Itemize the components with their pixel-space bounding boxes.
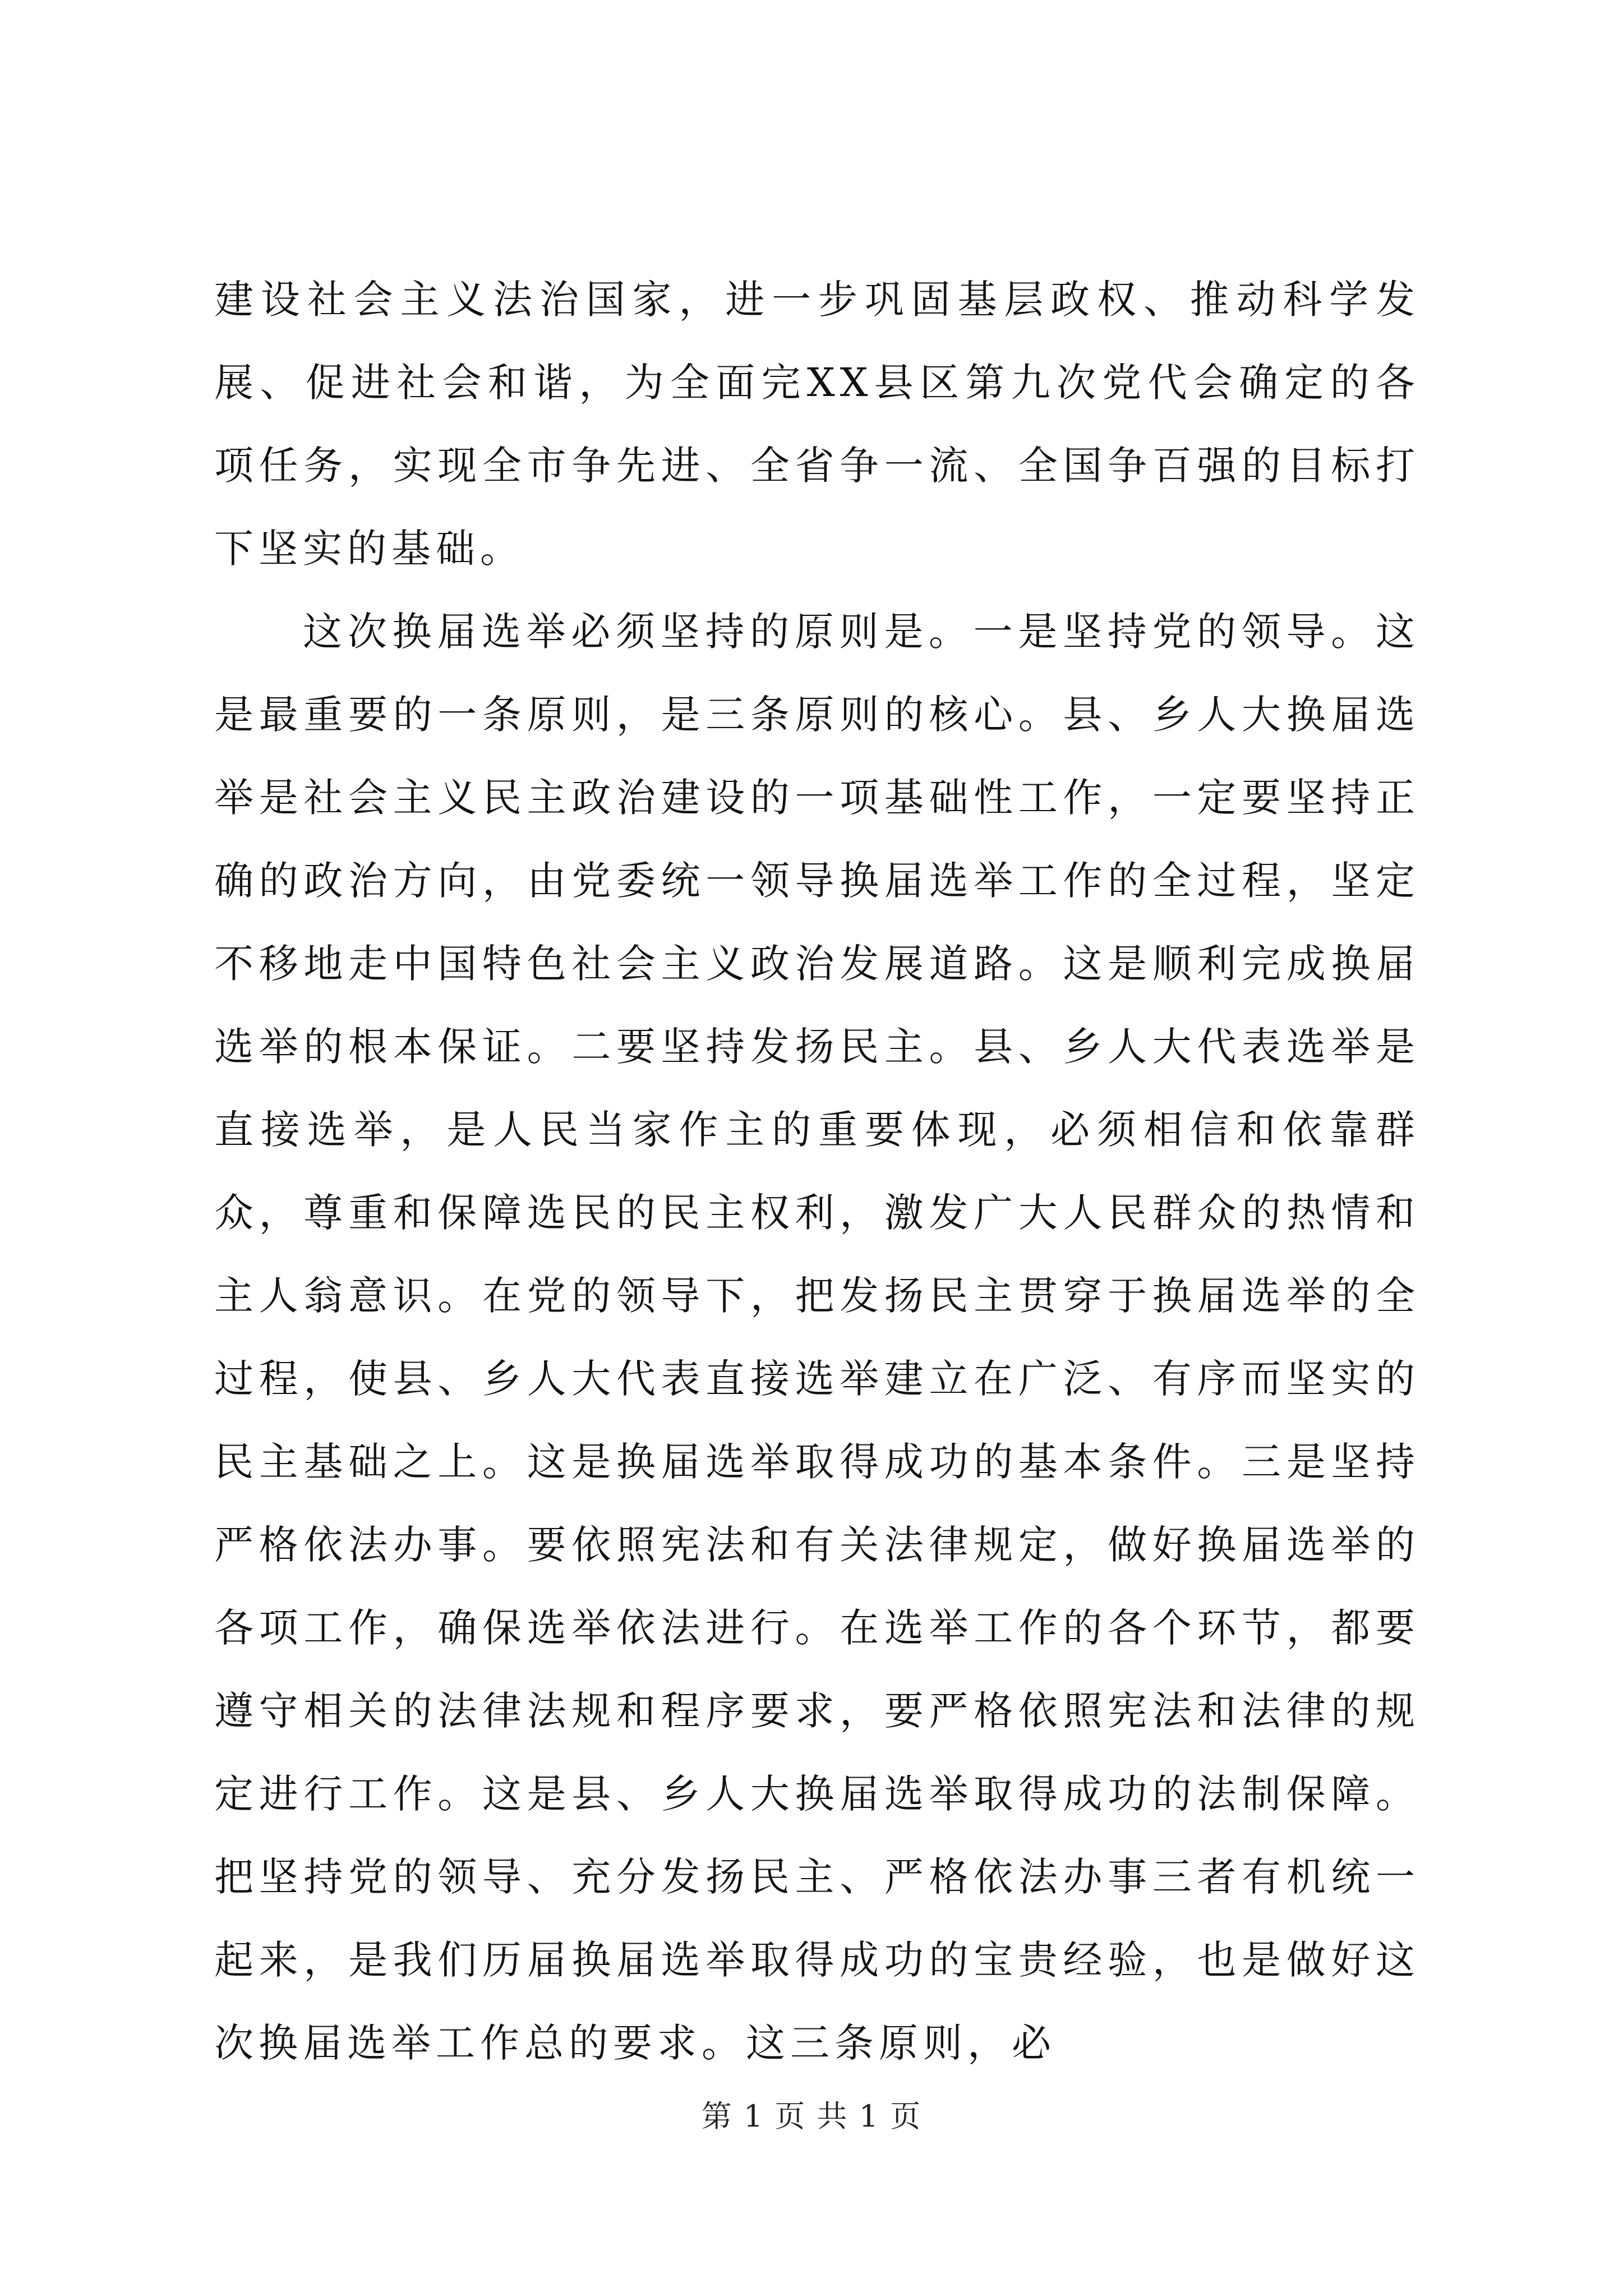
page-footer: 第 1 页 共 1 页 xyxy=(701,2099,922,2134)
document-body xyxy=(214,258,1420,2085)
paragraph-1: 建设社会主义法治国家，进一步巩固基层政权、推动科学发展、促进社会和谐，为全面完XX县区第九次党代会确定的各项任务，实现全市争先进、全省争一流、全国争百强的目标打下坚实的基础。 xyxy=(214,277,1420,572)
paragraph-2: 这次换届选举必须坚持的原则是。一是坚持党的领导。这是最重要的一条原则，是三条原则的核心。县、乡人大换届选举是社会主义民主政治建设的一项基础性工作，一定要坚持正确的政治方向，由党委统一领导换届选举工作的全过程，坚定不移地走中国特色社会主义政治发展道路。这是顺利完成换届选举的根本保证。二要坚持发扬民主。县、乡人大代表选举是直接选举，是人民当家作主的重要体现，必须相信和依靠群众，尊重和保障选民的民主权利，激发广大人民群众的热情和主人翁意识。在党的领导下，把发扬民主贯穿于换届选举的全过程，使县、乡人大代表直接选举建立在广泛、有序而坚实的民主基础之上。这是换届选举取得成功的基本条件。三是坚持严格依法办事。要依照宪法和有关法律规定，做好换届选举的各项工作，确保选举依法进行。在选举工作的各个环节，都要遵守相关的法律法规和程序要求，要严格依照宪法和法律的规定进行工作。这是县、乡人大换届选举取得成功的法制保障。把坚持党的领导、充分发扬民主、严格依法办事三者有机统一起来，是我们历届换届选举取得成功的宝贵经验，也是做好这次换届选举工作总的要求。这三条原则，必 xyxy=(214,609,1420,2066)
